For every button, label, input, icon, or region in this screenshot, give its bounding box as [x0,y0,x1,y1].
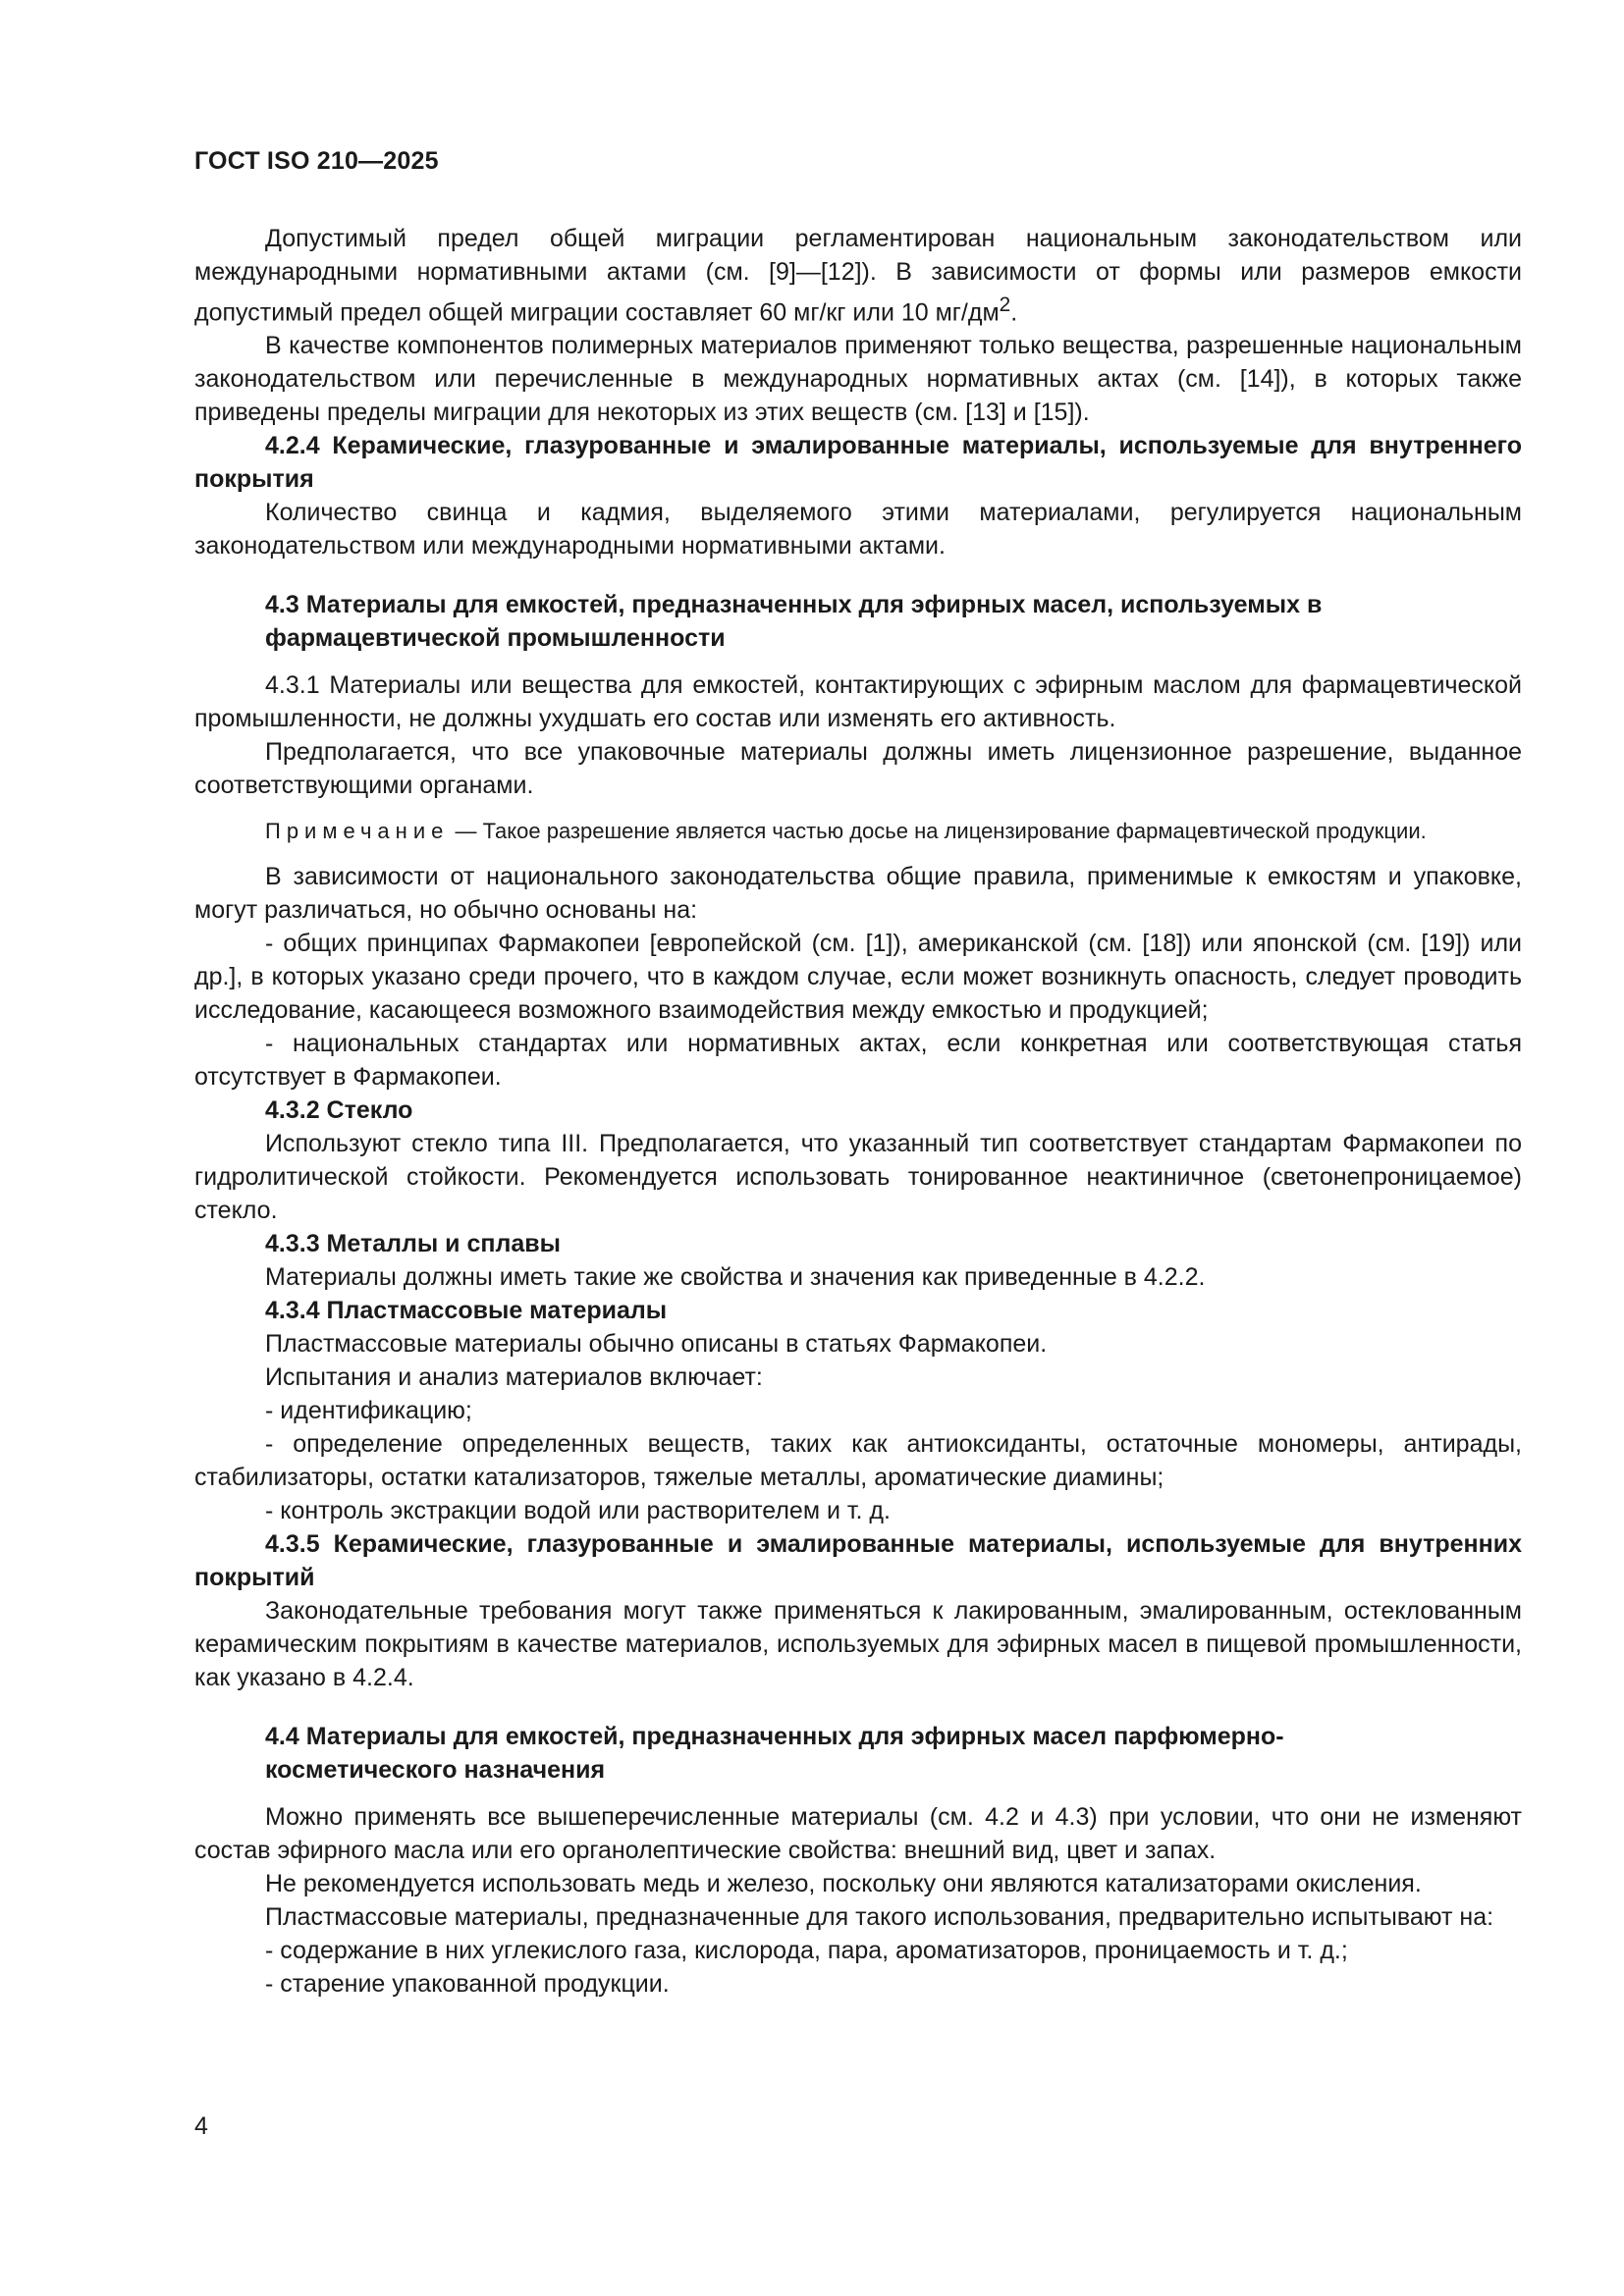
heading-4-3-3: 4.3.3 Металлы и сплавы [265,1230,561,1258]
paragraph-total-migration [194,222,1522,329]
page-number: 4 [194,2112,208,2140]
note [194,816,1522,846]
paragraph-4-3-1: 4.3.1 Материалы или вещества для емкостей, контактирующих с эфирным маслом для фармацевтической промышленности, не должны ухудшать его состав или изменять его активность. [194,671,1522,733]
section-heading-4-3: 4.3 Материалы для емкостей, предназначенных для эфирных масел, используемых в фармацевтической промышленности [265,591,1323,653]
paragraph-tail: . [1010,298,1018,327]
heading-4-3-5: 4.3.5 Керамические, глазурованные и эмалированные материалы, используемые для внутренних покрытий [194,1530,1522,1592]
list-item-gas-content: - содержание в них углекислого газа, кислорода, пара, ароматизаторов, проницаемость и т. д.; [265,1937,1348,1965]
paragraph-plastics-testing: Пластмассовые материалы, предназначенные для такого использования, предварительно испытывают на: [265,1903,1494,1932]
list-item-aging: - старение упакованной продукции. [265,1970,670,1999]
note-label: Примечание [265,819,450,844]
heading-4-3-4: 4.3.4 Пластмассовые материалы [265,1297,668,1325]
paragraph-general-rules: В зависимости от национального законодательства общие правила, применимые к емкостям и упаковке, могут различаться, но обычно основаны на: [194,863,1522,925]
paragraph-plastics: Пластмассовые материалы обычно описаны в статьях Фармакопеи. [265,1330,1048,1359]
paragraph-lead-cadmium: Количество свинца и кадмия, выделяемого этими материалами, регулируется национальным законодательством или международными нормативными актами. [194,499,1522,561]
paragraph-metals: Материалы должны иметь такие же свойства и значения как приведенные в 4.2.2. [265,1263,1206,1292]
document-code-header: ГОСТ ISO 210—2025 [194,147,439,175]
superscript-exponent: 2 [999,294,1011,316]
paragraph-all-materials: Можно применять все вышеперечисленные материалы (см. 4.2 и 4.3) при условии, что они не изменяют состав эфирного масла или его органолептические свойства: внешний вид, цвет и запах. [194,1803,1522,1865]
paragraph-copper-iron: Не рекомендуется использовать медь и железо, поскольку они являются катализаторами окисления. [265,1870,1422,1898]
paragraph-glass: Используют стекло типа III. Предполагается, что указанный тип соответствует стандартам Фармакопеи по гидролитической стойкости. Рекомендуется использовать тонированное неактиничное (светонепроницаемое) стекло. [194,1130,1522,1225]
heading-4-3-2: 4.3.2 Стекло [265,1096,413,1125]
paragraph-polymer-components: В качестве компонентов полимерных материалов применяют только вещества, разрешенные национальным законодательством или перечисленные в международных нормативных актах (см. [14]), в которых также приведены пределы миграции для некоторых из этих веществ (см. [13] и [15]). [194,332,1522,427]
heading-4-2-4: 4.2.4 Керамические, глазурованные и эмалированные материалы, используемые для внутреннего покрытия [194,432,1522,494]
list-item-national-standards: - национальных стандартах или нормативных актах, если конкретная или соответствующая статья отсутствует в Фармакопеи. [194,1030,1522,1092]
list-item-substances: - определение определенных веществ, таких как антиоксиданты, остаточные мономеры, антирады, стабилизаторы, остатки катализаторов, тяжелые металлы, ароматические диамины; [194,1430,1522,1492]
list-item-extraction: - контроль экстракции водой или растворителем и т. д. [265,1497,891,1525]
paragraph-licensing: Предполагается, что все упаковочные материалы должны иметь лицензионное разрешение, выданное соответствующими органами. [194,738,1522,800]
paragraph-legal-requirements: Законодательные требования могут также применяться к лакированным, эмалированным, остеклованным керамическим покрытиям в качестве материалов, используемых для эфирных масел в пищевой промышленности, как указано в 4.2.4. [194,1597,1522,1692]
note-text: — Такое разрешение является частью досье на лицензирование фармацевтической продукции. [449,819,1427,844]
section-heading-4-4: 4.4 Материалы для емкостей, предназначенных для эфирных масел парфюмерно-косметического назначения [265,1723,1284,1785]
list-item-pharmacopoeia: - общих принципах Фармакопеи [европейской (см. [1]), американской (см. [18]) или японской (см. [19]) или др.], в которых указано среди прочего, что в каждом случае, если может возникнуть опасность, следует проводить исследование, касающееся возможного взаимодействия между емкостью и продукцией; [194,930,1522,1025]
list-item-identification: - идентификацию; [265,1397,472,1425]
paragraph-text: Допустимый предел общей миграции регламентирован национальным законодательством или международными нормативными актами (см. [9]—[12]). В зависимости от формы или размеров емкости допустимый предел общей миграции составляет 60 мг/кг или 10 мг/дм [194,225,1522,327]
paragraph-tests-intro: Испытания и анализ материалов включает: [265,1363,763,1392]
document-body [194,222,1522,2001]
